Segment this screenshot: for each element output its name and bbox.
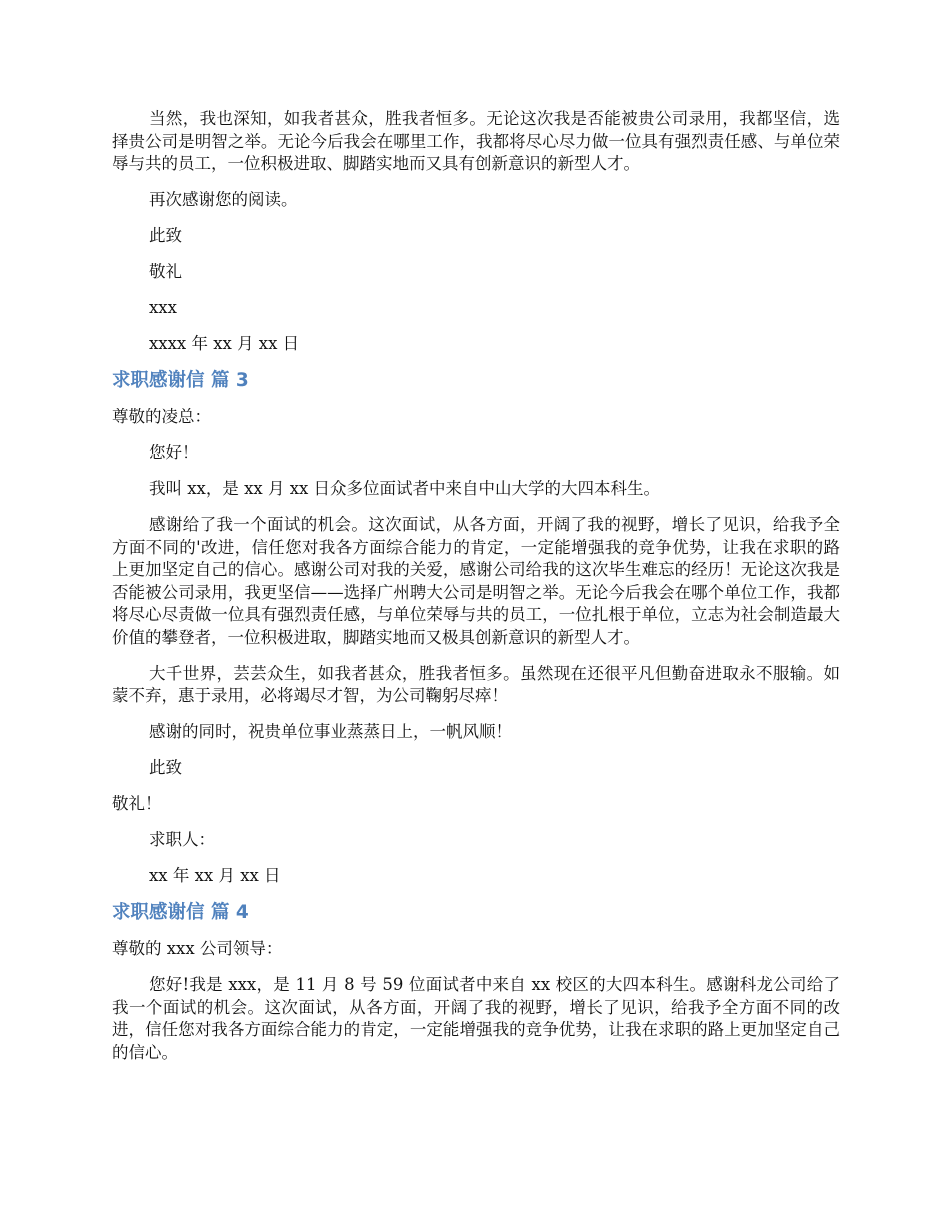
paragraph: 感谢给了我一个面试的机会。这次面试，从各方面，开阔了我的视野，增长了见识，给我予全方面不同的'改进，信任您对我各方面综合能力的肯定，一定能增强我的竞争优势，让我在求职的路上更加坚定自己的信心。感谢公司对我的关爱，感谢公司给我的这次毕生难忘的经历！无论这次我是否能被公司录用，我更坚信——选择广州聘大公司是明智之举。无论今后我会在哪个单位工作，我都将尽心尽责做一位具有强烈责任感，与单位荣辱与共的员工，一位扎根于单位，立志为社会制造最大价值的攀登者，一位积极进取，脚踏实地而又极具创新意识的新型人才。	[112, 515, 840, 647]
closing-line: 敬礼！	[112, 794, 162, 813]
salutation: 尊敬的 xxx 公司领导：	[112, 939, 283, 958]
date-line: xxxx 年 xx 月 xx 日	[149, 334, 300, 353]
document-page	[112, 108, 840, 1078]
closing-line: 此致	[149, 758, 182, 777]
section-heading: 求职感谢信 篇 3	[112, 370, 249, 391]
signature: xxx	[149, 298, 177, 317]
paragraph: 再次感谢您的阅读。	[149, 190, 298, 209]
paragraph: 我叫 xx，是 xx 月 xx 日众多位面试者中来自中山大学的大四本科生。	[149, 479, 661, 498]
signature: 求职人：	[149, 830, 215, 849]
section-heading: 求职感谢信 篇 4	[112, 902, 249, 923]
paragraph: 当然，我也深知，如我者甚众，胜我者恒多。无论这次我是否能被贵公司录用，我都坚信，选择贵公司是明智之举。无论今后我会在哪里工作，我都将尽心尽力做一位具有强烈责任感、与单位荣辱与共的员工，一位积极进取、脚踏实地而又具有创新意识的新型人才。	[112, 109, 840, 173]
closing-line: 此致	[149, 226, 182, 245]
paragraph: 感谢的同时，祝贵单位事业蒸蒸日上，一帆风顺！	[149, 722, 512, 741]
paragraph: 大千世界，芸芸众生，如我者甚众，胜我者恒多。虽然现在还很平凡但勤奋进取永不服输。如蒙不弃，惠于录用，必将竭尽才智，为公司鞠躬尽瘁！	[112, 663, 840, 705]
closing-line: 敬礼	[149, 262, 182, 281]
paragraph: 您好!我是 xxx，是 11 月 8 号 59 位面试者中来自 xx 校区的大四本科生。感谢科龙公司给了我一个面试的机会。这次面试，从各方面，开阔了我的视野，增长了见识，给我予全方面不同的改进，信任您对我各方面综合能力的肯定，一定能增强我的竞争优势，让我在求职的路上更加坚定自己的信心。	[112, 975, 840, 1062]
greeting: 您好！	[149, 443, 199, 462]
date-line: xx 年 xx 月 xx 日	[149, 866, 281, 885]
salutation: 尊敬的凌总：	[112, 407, 211, 426]
